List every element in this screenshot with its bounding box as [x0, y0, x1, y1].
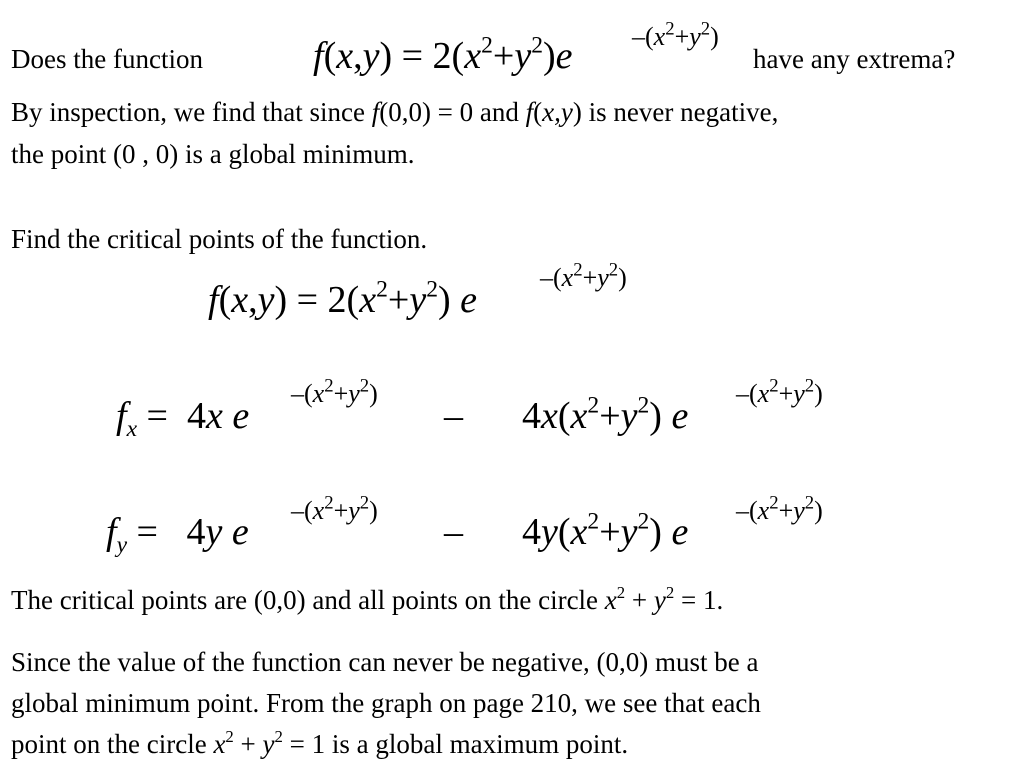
- exponent-header: $-(x^2+y^2)$: [632, 18, 719, 51]
- minus-fy: –: [444, 511, 463, 553]
- critical-heading: Find the critical points of the function.: [11, 224, 428, 254]
- formula-fx-left: $f_x = 4x$ e: [116, 395, 250, 443]
- exponent-fy-2: $-(x^2+y^2)$: [736, 492, 823, 525]
- formula-f-centered: $f(x,y) = 2(x^2+y^2)$ e: [208, 276, 477, 321]
- conclusion-line-2: global minimum point. From the graph on page 210, we see that each: [11, 688, 761, 718]
- exponent-fx-2: $-(x^2+y^2)$: [736, 375, 823, 408]
- formula-f-header: $f(x,y) = 2(x^2+y^2)e$: [313, 32, 573, 77]
- exponent-fx-1: $-(x^2+y^2)$: [291, 375, 378, 408]
- question-start: Does the function: [11, 44, 203, 74]
- formula-fy-right: $4y(x^2+y^2)$ e: [522, 508, 689, 553]
- formula-fx-right: $4x(x^2+y^2)$ e: [522, 392, 689, 437]
- conclusion-line-1: Since the value of the function can never be negative, (0,0) must be a: [11, 647, 759, 677]
- exponent-fy-1: $-(x^2+y^2)$: [291, 492, 378, 525]
- exponent-centered: $-(x^2+y^2)$: [540, 259, 627, 292]
- formula-fy-left: $f_y = 4y$ e: [106, 511, 249, 559]
- critical-points-line: The critical points are (0,0) and all points on the circle $x^2 + y^2 = 1$.: [11, 583, 724, 615]
- question-end: have any extrema?: [753, 44, 956, 74]
- inspection-line-2: the point (0 , 0) is a global minimum.: [11, 139, 415, 169]
- minus-fx: –: [444, 395, 463, 437]
- inspection-line-1: By inspection, we find that since f(0,0) = 0 and f(x,y) is never negative,: [11, 97, 779, 127]
- conclusion-line-3: point on the circle $x^2 + y^2 = 1$ is a global maximum point.: [11, 727, 629, 759]
